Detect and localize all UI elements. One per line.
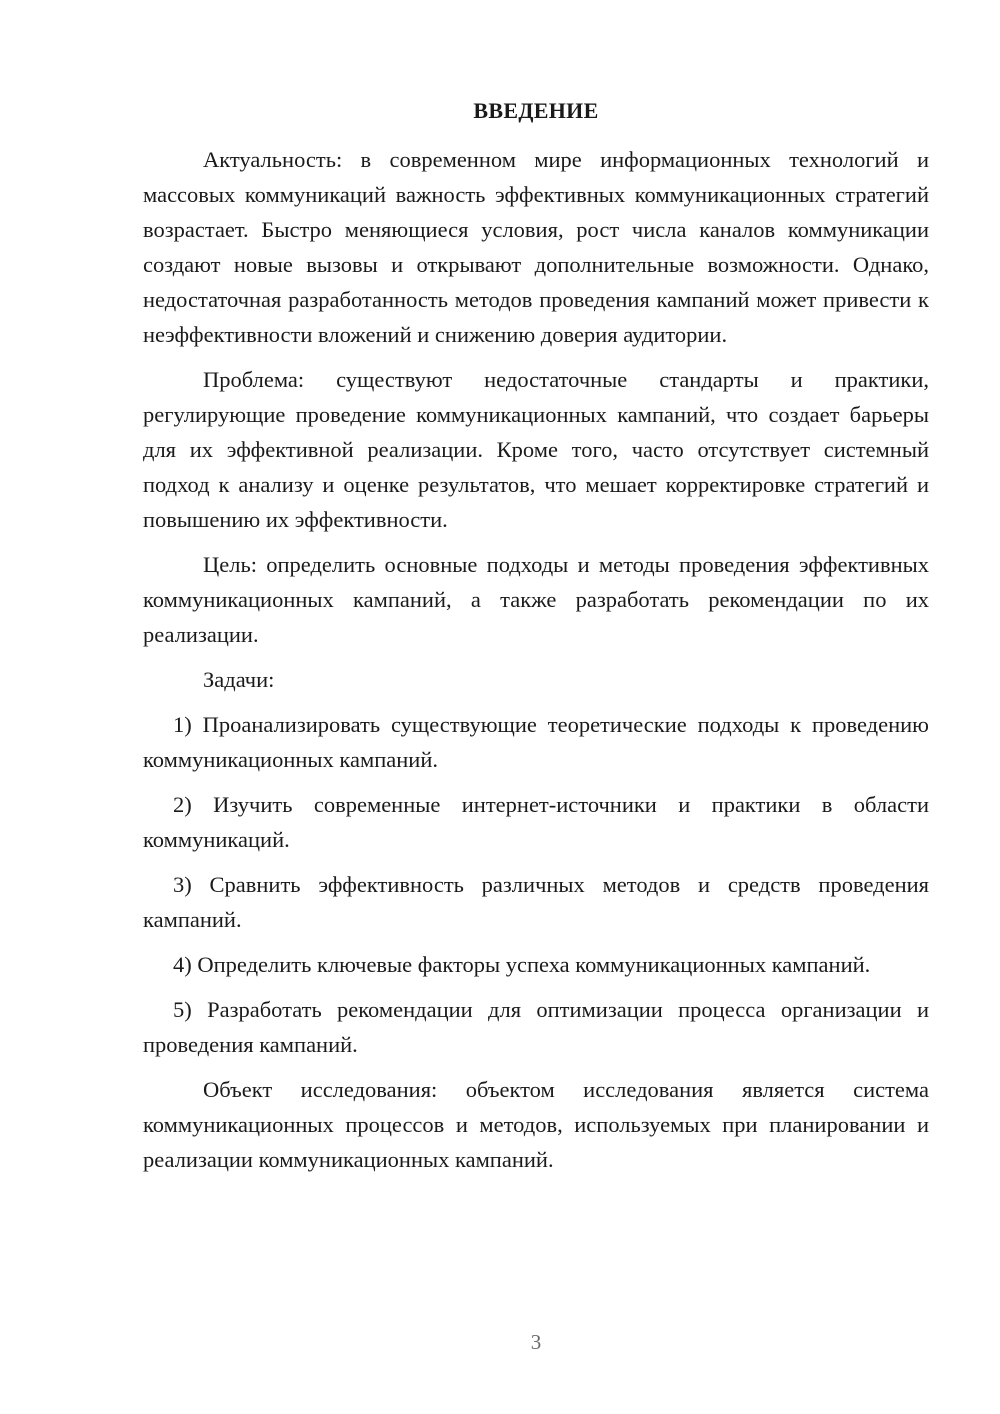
task-item-1: 1) Проанализировать существующие теоретические подходы к проведению коммуникационных кампаний. bbox=[143, 712, 929, 772]
page-title: ВВЕДЕНИЕ bbox=[473, 98, 599, 123]
task-item-4: 4) Определить ключевые факторы успеха коммуникационных кампаний. bbox=[173, 952, 871, 977]
task-item-2: 2) Изучить современные интернет-источники и практики в области коммуникаций. bbox=[143, 792, 929, 852]
object-paragraph: Объект исследования: объектом исследования является система коммуникационных процессов и методов, используемых при планировании и реализации коммуникационных кампаний. bbox=[143, 1077, 929, 1172]
tasks-label: Задачи: bbox=[203, 667, 275, 692]
task-item-3: 3) Сравнить эффективность различных методов и средств проведения кампаний. bbox=[143, 872, 929, 932]
goal-paragraph: Цель: определить основные подходы и методы проведения эффективных коммуникационных кампаний, а также разработать рекомендации по их реализации. bbox=[143, 552, 929, 647]
relevance-paragraph: Актуальность: в современном мире информационных технологий и массовых коммуникаций важность эффективных коммуникационных стратегий возрастает. Быстро меняющиеся условия, рост числа каналов коммуникации создают новые вызовы и открывают дополнительные возможности. Однако, недостаточная разработанность методов проведения кампаний может привести к неэффективности вложений и снижению доверия аудитории. bbox=[143, 147, 929, 347]
problem-paragraph: Проблема: существуют недостаточные стандарты и практики, регулирующие проведение коммуникационных кампаний, что создает барьеры для их эффективной реализации. Кроме того, часто отсутствует системный подход к анализу и оценке результатов, что мешает корректировке стратегий и повышению их эффективности. bbox=[143, 367, 929, 532]
document-body bbox=[143, 142, 929, 1187]
task-item-5: 5) Разработать рекомендации для оптимизации процесса организации и проведения кампаний. bbox=[143, 997, 929, 1057]
page-number: 3 bbox=[530, 1330, 542, 1354]
